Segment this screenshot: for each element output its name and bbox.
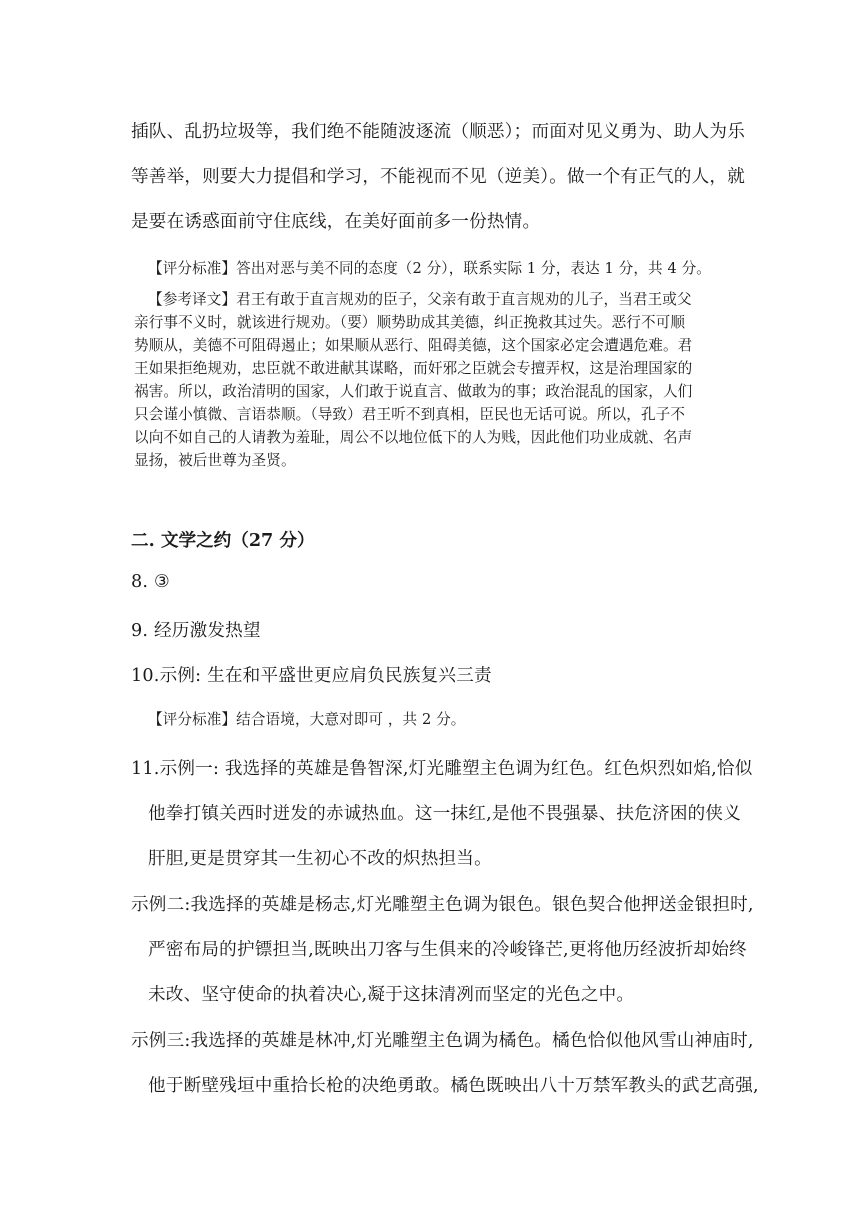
answer-11-example-3: 他于断壁残垣中重拾长枪的决绝勇敢。橘色既映出八十万禁军教头的武艺高强, (148, 1076, 759, 1096)
scoring-criteria: 【评分标准】结合语境，大意对即可 ，共 2 分。 (148, 711, 466, 728)
translation-line: 王如果拒绝规劝，忠臣就不敢进献其谋略，而奸邪之臣就会专擅弄权，这是治理国家的 (134, 360, 693, 377)
answer-10: 10.示例: 生在和平盛世更应肩负民族复兴三责 (131, 666, 492, 686)
translation-line: 显扬，被后世尊为圣贤。 (134, 452, 296, 469)
translation-line: 以向不如自己的人请教为羞耻，周公不以地位低下的人为贱，因此他们功业成就、名声 (134, 429, 693, 446)
translation-line: 祸害。所以，政治清明的国家，人们敢于说直言、做敢为的事；政治混乱的国家，人们 (134, 383, 693, 400)
answer-11-example-2: 严密布局的护镖担当,既映出刀客与生俱来的冷峻锋芒,更将他历经波折却始终 (148, 940, 747, 960)
paragraph-line: 是要在诱惑面前守住底线，在美好面前多一份热情。 (131, 212, 541, 232)
translation-line: 亲行事不义时，就该进行规劝。（要）顺势助成其美德，纠正挽救其过失。恶行不可顺 (134, 314, 686, 331)
answer-11-example-1: 他拳打镇关西时迸发的赤诚热血。这一抹红,是他不畏强暴、扶危济困的侠义 (148, 804, 741, 824)
answer-8: 8. ③ (131, 572, 170, 592)
paragraph-line: 等善举，则要大力提倡和学习，不能视而不见（逆美）。做一个有正气的人，就 (131, 167, 745, 187)
translation-line: 只会谨小慎微、言语恭顺。（导致）君王听不到真相，臣民也无话可说。所以，孔子不 (134, 406, 686, 423)
translation-line: 【参考译文】君王有敢于直言规劝的臣子，父亲有敢于直言规劝的儿子，当君王或父 (148, 291, 692, 308)
answer-11-example-2: 示例二:我选择的英雄是杨志,灯光雕塑主色调为银色。银色契合他押送金银担时, (131, 895, 754, 915)
paragraph-line: 插队、乱扔垃圾等，我们绝不能随波逐流（顺恶）；而面对见义勇为、助人为乐 (131, 122, 745, 142)
answer-11-example-2: 未改、坚守使命的执着决心,凝于这抹清冽而坚定的光色之中。 (148, 985, 635, 1005)
answer-11-example-3: 示例三:我选择的英雄是林冲,灯光雕塑主色调为橘色。橘色恰似他风雪山神庙时, (131, 1031, 754, 1051)
answer-11-example-1: 肝胆,更是贯穿其一生初心不改的炽热担当。 (148, 849, 492, 869)
translation-line: 势顺从，美德不可阻碍遏止；如果顺从恶行、阻碍美德，这个国家必定会遭遇危难。君 (134, 337, 693, 354)
scoring-criteria: 【评分标准】答出对恶与美不同的态度（2 分），联系实际 1 分，表达 1 分，共 4 分。 (148, 260, 712, 277)
answer-11-example-1: 11.示例一: 我选择的英雄是鲁智深,灯光雕塑主色调为红色。红色炽烈如焰,恰似 (131, 759, 753, 779)
section-title: 二. 文学之约（27 分） (131, 530, 315, 551)
answer-9: 9. 经历激发热望 (131, 621, 261, 641)
